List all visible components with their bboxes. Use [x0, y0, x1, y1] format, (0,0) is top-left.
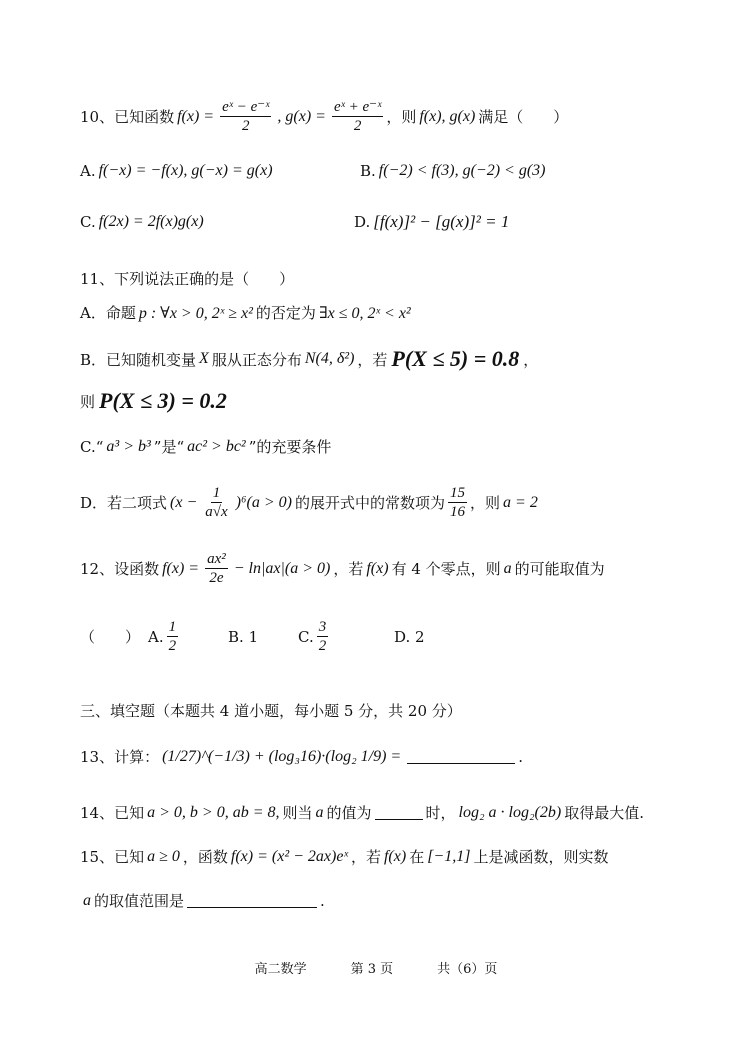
q15-text3: 在: [409, 848, 425, 866]
q14-text2: 的值为: [326, 804, 372, 822]
q15-stem: [80, 846, 608, 867]
q12-math1: f(x) =: [162, 559, 200, 577]
q10-label: 10、已知函数: [80, 108, 175, 126]
q11-d-text1: 的展开式中的常数项为: [295, 494, 446, 512]
q10-option-b: [360, 162, 549, 180]
q11-option-b-cont: [80, 388, 231, 414]
q12-a-label: A.: [148, 627, 164, 646]
page-footer: [0, 958, 752, 977]
q10-option-c-label: C.: [80, 213, 96, 231]
q10-tail-b: 满足（ ）: [478, 108, 569, 126]
q10-f-frac: [220, 98, 271, 135]
q10-tail-a: ，则: [386, 108, 417, 126]
q11-d-frac-den: a√x: [205, 504, 228, 520]
q11-a-math2: ∃x ≤ 0, 2ˣ < x²: [318, 304, 411, 322]
q15-text4: 上是减函数，则实数: [473, 848, 609, 866]
q10-g-frac: [332, 98, 383, 135]
q12-stem: [80, 550, 605, 587]
q11-a-text: 的否定为: [255, 304, 316, 322]
q11-option-d: [80, 484, 541, 521]
q10-options-cd: [80, 212, 512, 232]
q11-b-label: B．已知随机变量: [80, 350, 197, 369]
q11-b-text2: ，若: [357, 350, 388, 369]
q10-g-num: eˣ + e⁻ˣ: [333, 99, 382, 115]
q12-options: [80, 618, 425, 655]
q10-option-b-label: B.: [360, 162, 376, 180]
q13-label: 13、计算：: [80, 748, 160, 766]
q12-text1: ，若: [333, 560, 364, 578]
q11-label: 11、下列说法正确的是（ ）: [80, 270, 295, 288]
q14-math1: a > 0, b > 0, ab = 8,: [147, 803, 280, 821]
q14-text3: 时，: [425, 804, 456, 822]
q10-option-d-label: D.: [354, 213, 371, 231]
q15-stem-cont: [80, 890, 325, 911]
q11-d-value: [448, 484, 467, 521]
q12-math3: f(x): [366, 559, 389, 577]
q12-label: 12、设函数: [80, 560, 160, 578]
footer-page-number: 第 3 页: [350, 962, 394, 977]
q10-option-a-label: A.: [80, 162, 96, 180]
q15-label: 15、已知: [80, 848, 145, 866]
q12-frac: [205, 550, 228, 587]
q15-l2-math: a: [83, 891, 91, 909]
q11-b2-big: P(X ≤ 3) = 0.2: [99, 388, 227, 413]
footer-total-pages: 共（6）页: [437, 962, 498, 977]
q12-a-num: 1: [168, 619, 177, 635]
q11-stem: [80, 268, 294, 289]
q15-math4: [−1,1]: [427, 847, 471, 865]
q11-d-value-num: 15: [450, 485, 466, 501]
q11-d-label: D．若二项式: [80, 494, 168, 512]
q11-d-value-den: 16: [450, 504, 466, 520]
q11-b-math1: X: [199, 350, 209, 367]
q11-option-b: [80, 346, 538, 372]
q12-paren: （ ）: [80, 628, 141, 646]
q15-math3: f(x): [383, 847, 407, 865]
q15-math2: f(x) = (x² − 2ax)eˣ: [230, 847, 348, 865]
q10-g-lhs: , g(x) =: [277, 107, 326, 125]
q12-c-num: 3: [318, 619, 327, 635]
section3-heading-text: 三、填空题（本题共 4 道小题，每小题 5 分，共 20 分）: [80, 702, 462, 720]
q14-text1: 则当: [282, 804, 313, 822]
q11-b-big1: P(X ≤ 5) = 0.8: [391, 346, 520, 371]
q10-option-d-text: [f(x)]² − [g(x)]² = 1: [373, 212, 510, 231]
q11-a-math1: p : ∀x > 0, 2ˣ ≥ x²: [138, 304, 253, 322]
q11-c-text1: ”是“: [153, 438, 185, 456]
q12-c-label: C.: [298, 627, 314, 646]
q15-l2-end: .: [320, 891, 325, 910]
q11-option-a: [80, 302, 414, 323]
q10-option-a-text: f(−x) = −f(x), g(−x) = g(x): [98, 162, 273, 179]
q11-a-label: A．命题: [80, 304, 136, 322]
q12-text2: 有 4 个零点，则: [391, 560, 501, 578]
q12-text3: 的可能取值为: [514, 560, 605, 578]
q10-option-b-text: f(−2) < f(3), g(−2) < g(3): [378, 162, 546, 179]
q15-text2: ，若: [350, 848, 381, 866]
q10-options-ab: [80, 162, 549, 180]
q11-b-math2: N(4, δ²): [304, 350, 355, 367]
q10-f-num: eˣ − e⁻ˣ: [222, 99, 270, 115]
q13-stem: [80, 746, 523, 767]
q12-option-b: B. 1: [228, 627, 259, 646]
q15-answer-blank[interactable]: [187, 893, 317, 908]
section3-heading: [80, 700, 462, 721]
q11-d-math1: (x −: [170, 493, 198, 511]
q11-c-math1: a³ > b³: [106, 437, 151, 455]
q10-option-a: [80, 162, 360, 180]
q14-text4: 取得最大值.: [564, 804, 644, 822]
q11-b-text3: ，: [523, 350, 539, 369]
q12-c-den: 2: [318, 638, 327, 654]
q13-expression: (1/27)^(−1/3) + (log₃16)·(log₂ 1/9) =: [162, 747, 402, 765]
q11-d-text2: ，则: [470, 494, 501, 512]
q11-b2-label: 则: [80, 392, 96, 411]
q10-f-lhs: f(x) =: [177, 107, 215, 125]
q12-a-frac: [167, 618, 179, 655]
q10-f-den: 2: [242, 118, 250, 134]
q14-stem: [80, 802, 644, 823]
q14-math2: a: [315, 803, 324, 821]
q12-c-frac: [317, 618, 329, 655]
q11-d-frac-num: 1: [212, 485, 221, 501]
q10-option-c-text: f(2x) = 2f(x)g(x): [98, 213, 204, 230]
q12-a-den: 2: [168, 638, 177, 654]
q12-option-a: [148, 618, 228, 655]
q12-math4: a: [503, 559, 512, 577]
q15-math1: a ≥ 0: [147, 847, 180, 865]
q11-d-frac: [203, 484, 229, 521]
q12-math2: − ln|ax|(a > 0): [233, 559, 331, 577]
q11-b-text1: 服从正态分布: [211, 350, 302, 369]
footer-subject: 高二数学: [254, 962, 307, 977]
q11-c-label: C.“: [80, 437, 104, 456]
q12-option-c: [298, 618, 394, 655]
q10-tail-math: f(x), g(x): [419, 107, 476, 125]
q14-math3: log₂ a · log₂(2b): [458, 803, 562, 821]
q14-answer-blank[interactable]: [375, 805, 423, 820]
q11-c-math2: ac² > bc²: [187, 437, 246, 455]
q11-option-c: [80, 436, 331, 457]
q10-option-c: [80, 213, 354, 231]
q12-frac-num: ax²: [207, 551, 226, 567]
q11-d-math2: )⁶(a > 0): [235, 493, 292, 511]
q15-text1: ，函数: [182, 848, 228, 866]
q10-g-den: 2: [353, 118, 362, 134]
q11-c-text2: ”的充要条件: [248, 438, 332, 456]
q12-option-d: D. 2: [394, 627, 425, 646]
q10-stem: [80, 98, 568, 135]
q11-d-math3: a = 2: [503, 493, 538, 511]
q12-frac-den: 2e: [209, 570, 224, 586]
q13-end: .: [518, 747, 523, 766]
q10-option-d: [354, 212, 512, 232]
q14-label: 14、已知: [80, 804, 145, 822]
q15-l2-text: 的取值范围是: [94, 892, 185, 910]
q13-answer-blank[interactable]: [407, 749, 515, 764]
